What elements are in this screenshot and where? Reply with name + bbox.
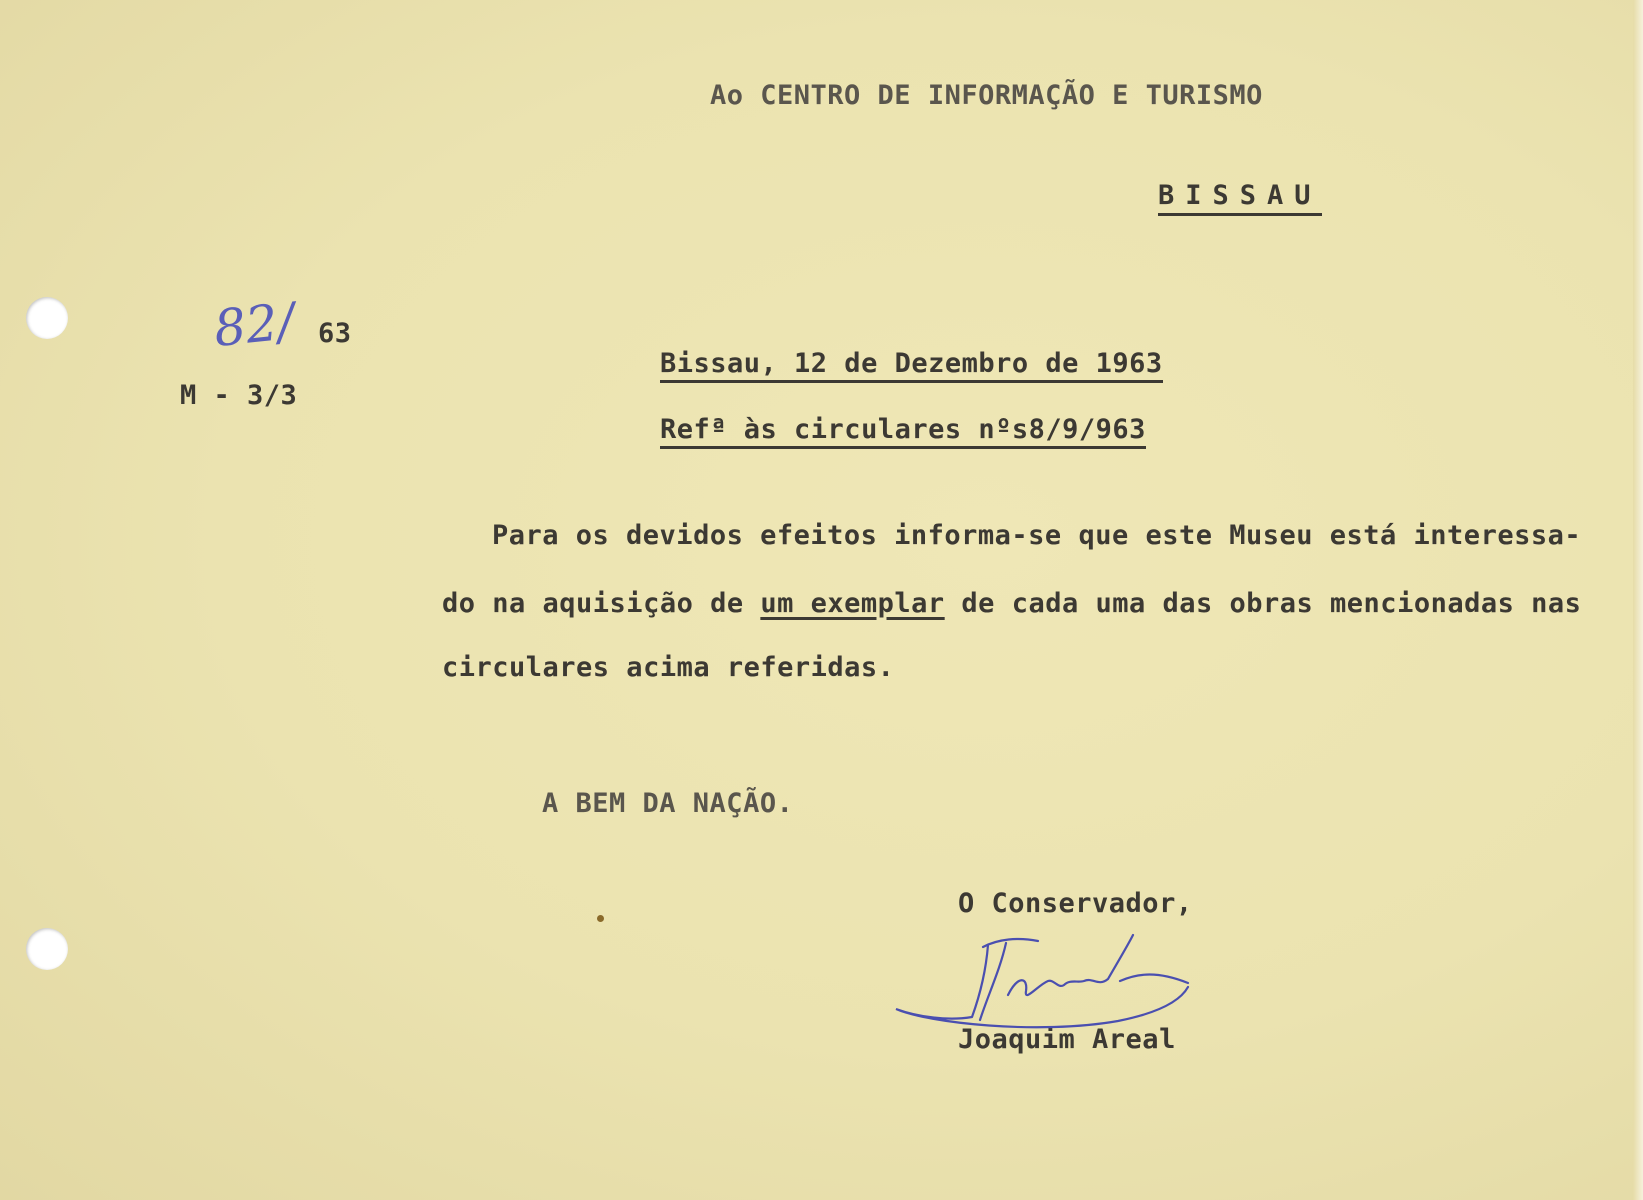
reference-year: 63 xyxy=(318,318,352,349)
page-edge xyxy=(1633,0,1643,1200)
body-line-2-end: de cada uma das obras mencionadas nas xyxy=(944,588,1582,619)
closing-salutation: A BEM DA NAÇÃO. xyxy=(542,788,794,819)
handwritten-reference-number: 82/ xyxy=(211,291,298,359)
recipient-line: Ao CENTRO DE INFORMAÇÃO E TURISMO xyxy=(710,80,1263,111)
body-line-2 xyxy=(442,588,1581,619)
body-underlined-phrase: um exemplar xyxy=(760,588,945,619)
date-line: Bissau, 12 de Dezembro de 1963 xyxy=(660,348,1163,383)
body-line-1: Para os devidos efeitos informa-se que este Museu está interessa- xyxy=(492,520,1582,551)
handwritten-signature xyxy=(888,925,1218,1045)
punch-hole-bottom xyxy=(26,928,68,970)
ink-spot xyxy=(597,915,604,922)
subject-line: Refª às circulares nºs8/9/963 xyxy=(660,414,1146,449)
body-line-2-start: do na aquisição de xyxy=(442,588,761,619)
recipient-city: BISSAU xyxy=(1158,180,1322,216)
signatory-role: O Conservador, xyxy=(958,888,1193,919)
punch-hole-top xyxy=(26,297,68,339)
body-line-3: circulares acima referidas. xyxy=(442,652,895,683)
reference-code: M - 3/3 xyxy=(180,380,298,411)
signatory-name: Joaquim Areal xyxy=(958,1024,1176,1055)
